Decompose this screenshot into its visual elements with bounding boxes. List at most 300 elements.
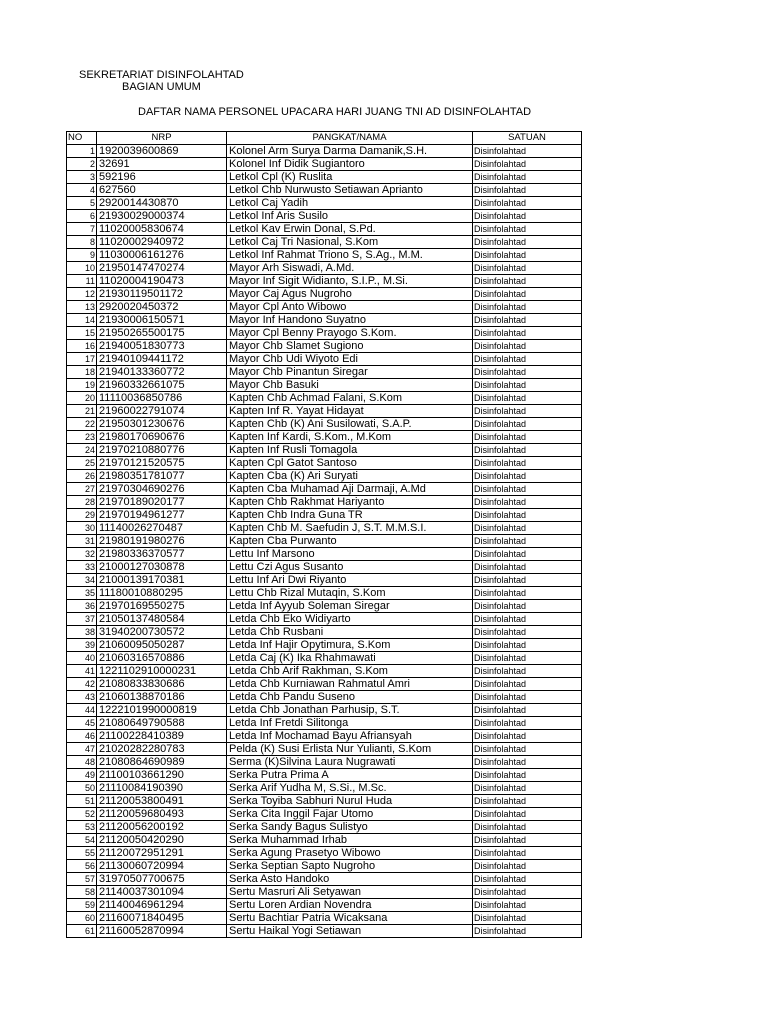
- row-nrp: 592196: [97, 171, 227, 184]
- table-row: [67, 613, 582, 626]
- row-number: 35: [67, 587, 97, 600]
- row-unit: Disinfolahtad: [473, 236, 582, 249]
- row-unit: Disinfolahtad: [473, 444, 582, 457]
- table-row: [67, 184, 582, 197]
- row-nrp: 21120072951291: [97, 847, 227, 860]
- row-nrp: 21140046961294: [97, 899, 227, 912]
- table-row: [67, 314, 582, 327]
- row-rank-name: Lettu Chb Rizal Mutaqin, S.Kom: [227, 587, 473, 600]
- row-number: 18: [67, 366, 97, 379]
- row-unit: Disinfolahtad: [473, 223, 582, 236]
- row-rank-name: Kapten Chb (K) Ani Susilowati, S.A.P.: [227, 418, 473, 431]
- row-rank-name: Serka Cita Inggil Fajar Utomo: [227, 808, 473, 821]
- row-nrp: 21980351781077: [97, 470, 227, 483]
- row-rank-name: Kapten Inf R. Yayat Hidayat: [227, 405, 473, 418]
- row-unit: Disinfolahtad: [473, 509, 582, 522]
- row-nrp: 2920020450372: [97, 301, 227, 314]
- row-rank-name: Letda Caj (K) Ika Rhahmawati: [227, 652, 473, 665]
- row-rank-name: Letda Chb Pandu Suseno: [227, 691, 473, 704]
- header-nrp: NRP: [97, 132, 227, 145]
- row-rank-name: Pelda (K) Susi Erlista Nur Yulianti, S.Kom: [227, 743, 473, 756]
- row-unit: Disinfolahtad: [473, 574, 582, 587]
- row-unit: Disinfolahtad: [473, 743, 582, 756]
- row-rank-name: Letda Inf Hajir Opytimura, S.Kom: [227, 639, 473, 652]
- row-rank-name: Mayor Chb Slamet Sugiono: [227, 340, 473, 353]
- row-nrp: 1221102910000231: [97, 665, 227, 678]
- row-nrp: 21950301230676: [97, 418, 227, 431]
- row-number: 49: [67, 769, 97, 782]
- row-rank-name: Lettu Czi Agus Susanto: [227, 561, 473, 574]
- row-nrp: 11110036850786: [97, 392, 227, 405]
- row-unit: Disinfolahtad: [473, 756, 582, 769]
- table-row: [67, 470, 582, 483]
- row-unit: Disinfolahtad: [473, 795, 582, 808]
- row-number: 12: [67, 288, 97, 301]
- row-nrp: 21130060720994: [97, 860, 227, 873]
- row-rank-name: Serka Toyiba Sabhuri Nurul Huda: [227, 795, 473, 808]
- row-unit: Disinfolahtad: [473, 171, 582, 184]
- row-number: 29: [67, 509, 97, 522]
- document-title: DAFTAR NAMA PERSONEL UPACARA HARI JUANG TNI AD DISINFOLAHTAD: [138, 106, 532, 118]
- row-rank-name: Kapten Cpl Gatot Santoso: [227, 457, 473, 470]
- row-number: 23: [67, 431, 97, 444]
- row-rank-name: Mayor Chb Udi Wiyoto Edi: [227, 353, 473, 366]
- row-unit: Disinfolahtad: [473, 197, 582, 210]
- table-row: [67, 145, 582, 158]
- row-number: 5: [67, 197, 97, 210]
- row-rank-name: Sertu Masruri Ali Setyawan: [227, 886, 473, 899]
- row-unit: Disinfolahtad: [473, 808, 582, 821]
- row-rank-name: Serka Asto Handoko: [227, 873, 473, 886]
- table-row: [67, 509, 582, 522]
- table-row: [67, 899, 582, 912]
- row-unit: Disinfolahtad: [473, 457, 582, 470]
- row-number: 19: [67, 379, 97, 392]
- row-rank-name: Kapten Chb Achmad Falani, S.Kom: [227, 392, 473, 405]
- row-unit: Disinfolahtad: [473, 366, 582, 379]
- row-number: 25: [67, 457, 97, 470]
- row-unit: Disinfolahtad: [473, 392, 582, 405]
- row-nrp: 21100103661290: [97, 769, 227, 782]
- row-unit: Disinfolahtad: [473, 405, 582, 418]
- row-number: 34: [67, 574, 97, 587]
- row-number: 27: [67, 483, 97, 496]
- row-number: 44: [67, 704, 97, 717]
- row-nrp: 1920039600869: [97, 145, 227, 158]
- row-nrp: 21980170690676: [97, 431, 227, 444]
- row-nrp: 1222101990000819: [97, 704, 227, 717]
- row-number: 36: [67, 600, 97, 613]
- row-number: 38: [67, 626, 97, 639]
- table-row: [67, 873, 582, 886]
- row-rank-name: Letkol Caj Tri Nasional, S.Kom: [227, 236, 473, 249]
- row-nrp: 21080833830686: [97, 678, 227, 691]
- row-number: 54: [67, 834, 97, 847]
- row-nrp: 21930029000374: [97, 210, 227, 223]
- row-number: 51: [67, 795, 97, 808]
- row-rank-name: Kapten Chb M. Saefudin J, S.T. M.M.S.I.: [227, 522, 473, 535]
- row-rank-name: Letda Inf Fretdi Silitonga: [227, 717, 473, 730]
- table-row: [67, 522, 582, 535]
- table-row: [67, 379, 582, 392]
- row-unit: Disinfolahtad: [473, 210, 582, 223]
- row-unit: Disinfolahtad: [473, 782, 582, 795]
- table-row: [67, 821, 582, 834]
- row-rank-name: Mayor Cpl Anto Wibowo: [227, 301, 473, 314]
- row-unit: Disinfolahtad: [473, 730, 582, 743]
- row-unit: Disinfolahtad: [473, 548, 582, 561]
- row-number: 26: [67, 470, 97, 483]
- row-unit: Disinfolahtad: [473, 483, 582, 496]
- row-unit: Disinfolahtad: [473, 873, 582, 886]
- row-unit: Disinfolahtad: [473, 600, 582, 613]
- table-row: [67, 405, 582, 418]
- table-row: [67, 223, 582, 236]
- row-rank-name: Letda Chb Kurniawan Rahmatul Amri: [227, 678, 473, 691]
- row-rank-name: Letkol Inf Aris Susilo: [227, 210, 473, 223]
- table-row: [67, 171, 582, 184]
- row-unit: Disinfolahtad: [473, 301, 582, 314]
- row-number: 13: [67, 301, 97, 314]
- row-rank-name: Mayor Inf Sigit Widianto, S.I.P., M.Si.: [227, 275, 473, 288]
- row-nrp: 21970121520575: [97, 457, 227, 470]
- row-rank-name: Letda Inf Ayyub Soleman Siregar: [227, 600, 473, 613]
- row-number: 39: [67, 639, 97, 652]
- table-row: [67, 444, 582, 457]
- row-unit: Disinfolahtad: [473, 418, 582, 431]
- row-number: 2: [67, 158, 97, 171]
- row-nrp: 11030006161276: [97, 249, 227, 262]
- table-row: [67, 249, 582, 262]
- table-row: [67, 795, 582, 808]
- row-number: 33: [67, 561, 97, 574]
- table-row: [67, 678, 582, 691]
- row-unit: Disinfolahtad: [473, 925, 582, 938]
- row-unit: Disinfolahtad: [473, 652, 582, 665]
- row-number: 60: [67, 912, 97, 925]
- row-nrp: 11020002940972: [97, 236, 227, 249]
- row-nrp: 21970304690276: [97, 483, 227, 496]
- row-rank-name: Mayor Inf Handono Suyatno: [227, 314, 473, 327]
- row-unit: Disinfolahtad: [473, 665, 582, 678]
- row-number: 31: [67, 535, 97, 548]
- row-unit: Disinfolahtad: [473, 249, 582, 262]
- row-number: 1: [67, 145, 97, 158]
- row-rank-name: Mayor Chb Basuki: [227, 379, 473, 392]
- row-number: 21: [67, 405, 97, 418]
- row-nrp: 32691: [97, 158, 227, 171]
- row-nrp: 21930006150571: [97, 314, 227, 327]
- table-row: [67, 730, 582, 743]
- row-unit: Disinfolahtad: [473, 912, 582, 925]
- row-unit: Disinfolahtad: [473, 678, 582, 691]
- table-row: [67, 743, 582, 756]
- row-unit: Disinfolahtad: [473, 860, 582, 873]
- table-row: [67, 782, 582, 795]
- row-unit: Disinfolahtad: [473, 158, 582, 171]
- table-row: [67, 600, 582, 613]
- row-unit: Disinfolahtad: [473, 262, 582, 275]
- table-row: [67, 431, 582, 444]
- row-rank-name: Sertu Bachtiar Patria Wicaksana: [227, 912, 473, 925]
- row-number: 48: [67, 756, 97, 769]
- row-nrp: 21160052870994: [97, 925, 227, 938]
- row-unit: Disinfolahtad: [473, 691, 582, 704]
- row-number: 22: [67, 418, 97, 431]
- row-nrp: 21940051830773: [97, 340, 227, 353]
- row-rank-name: Lettu Inf Ari Dwi Riyanto: [227, 574, 473, 587]
- row-nrp: 21050137480584: [97, 613, 227, 626]
- row-number: 50: [67, 782, 97, 795]
- row-number: 61: [67, 925, 97, 938]
- row-number: 14: [67, 314, 97, 327]
- row-nrp: 21060316570886: [97, 652, 227, 665]
- row-unit: Disinfolahtad: [473, 379, 582, 392]
- row-rank-name: Letda Chb Jonathan Parhusip, S.T.: [227, 704, 473, 717]
- row-nrp: 21160071840495: [97, 912, 227, 925]
- row-rank-name: Letkol Kav Erwin Donal, S.Pd.: [227, 223, 473, 236]
- row-rank-name: Serka Sandy Bagus Sulistyo: [227, 821, 473, 834]
- row-rank-name: Letda Chb Arif Rakhman, S.Kom: [227, 665, 473, 678]
- table-row: [67, 197, 582, 210]
- row-rank-name: Serka Muhammad Irhab: [227, 834, 473, 847]
- row-rank-name: Serka Agung Prasetyo Wibowo: [227, 847, 473, 860]
- header-rank-name: PANGKAT/NAMA: [227, 132, 473, 145]
- table-row: [67, 626, 582, 639]
- row-unit: Disinfolahtad: [473, 288, 582, 301]
- row-unit: Disinfolahtad: [473, 886, 582, 899]
- row-number: 41: [67, 665, 97, 678]
- table-row: [67, 691, 582, 704]
- row-rank-name: Kapten Inf Kardi, S.Kom., M.Kom: [227, 431, 473, 444]
- row-unit: Disinfolahtad: [473, 821, 582, 834]
- table-row: [67, 860, 582, 873]
- row-nrp: 21120050420290: [97, 834, 227, 847]
- row-unit: Disinfolahtad: [473, 834, 582, 847]
- table-row: [67, 834, 582, 847]
- row-nrp: 21950147470274: [97, 262, 227, 275]
- row-unit: Disinfolahtad: [473, 613, 582, 626]
- table-row: [67, 574, 582, 587]
- row-rank-name: Kapten Cba Purwanto: [227, 535, 473, 548]
- row-rank-name: Letkol Inf Rahmat Triono S, S.Ag., M.M.: [227, 249, 473, 262]
- row-nrp: 2920014430870: [97, 197, 227, 210]
- row-number: 4: [67, 184, 97, 197]
- row-number: 9: [67, 249, 97, 262]
- row-number: 40: [67, 652, 97, 665]
- row-number: 58: [67, 886, 97, 899]
- row-nrp: 21970189020177: [97, 496, 227, 509]
- row-nrp: 21000127030878: [97, 561, 227, 574]
- table-row: [67, 483, 582, 496]
- row-rank-name: Mayor Cpl Benny Prayogo S.Kom.: [227, 327, 473, 340]
- row-unit: Disinfolahtad: [473, 327, 582, 340]
- row-nrp: 21110084190390: [97, 782, 227, 795]
- row-nrp: 627560: [97, 184, 227, 197]
- table-row: [67, 262, 582, 275]
- row-rank-name: Letkol Cpl (K) Ruslita: [227, 171, 473, 184]
- row-unit: Disinfolahtad: [473, 717, 582, 730]
- row-rank-name: Kapten Cba Muhamad Aji Darmaji, A.Md: [227, 483, 473, 496]
- row-rank-name: Kapten Chb Rakhmat Hariyanto: [227, 496, 473, 509]
- department-name: BAGIAN UMUM: [122, 81, 201, 93]
- row-number: 45: [67, 717, 97, 730]
- row-rank-name: Letda Inf Mochamad Bayu Afriansyah: [227, 730, 473, 743]
- table-row: [67, 288, 582, 301]
- row-nrp: 21140037301094: [97, 886, 227, 899]
- table-row: [67, 535, 582, 548]
- row-nrp: 21020282280783: [97, 743, 227, 756]
- row-number: 10: [67, 262, 97, 275]
- header-no: NO: [67, 132, 97, 145]
- row-unit: Disinfolahtad: [473, 587, 582, 600]
- row-number: 46: [67, 730, 97, 743]
- row-nrp: 21970210880776: [97, 444, 227, 457]
- table-row: [67, 704, 582, 717]
- row-unit: Disinfolahtad: [473, 535, 582, 548]
- row-number: 20: [67, 392, 97, 405]
- table-row: [67, 366, 582, 379]
- row-number: 8: [67, 236, 97, 249]
- row-nrp: 21950265500175: [97, 327, 227, 340]
- row-nrp: 11140026270487: [97, 522, 227, 535]
- table-row: [67, 756, 582, 769]
- table-row: [67, 717, 582, 730]
- row-rank-name: Kapten Cba (K) Ari Suryati: [227, 470, 473, 483]
- row-number: 32: [67, 548, 97, 561]
- row-number: 47: [67, 743, 97, 756]
- table-row: [67, 925, 582, 938]
- row-unit: Disinfolahtad: [473, 769, 582, 782]
- row-number: 59: [67, 899, 97, 912]
- row-unit: Disinfolahtad: [473, 275, 582, 288]
- row-rank-name: Mayor Caj Agus Nugroho: [227, 288, 473, 301]
- row-number: 7: [67, 223, 97, 236]
- row-number: 53: [67, 821, 97, 834]
- table-row: [67, 340, 582, 353]
- organization-name: SEKRETARIAT DISINFOLAHTAD: [79, 69, 244, 81]
- row-nrp: 21100228410389: [97, 730, 227, 743]
- table-row: [67, 639, 582, 652]
- row-rank-name: Letkol Caj Yadih: [227, 197, 473, 210]
- table-row: [67, 561, 582, 574]
- row-rank-name: Serka Septian Sapto Nugroho: [227, 860, 473, 873]
- table-body: [67, 145, 582, 938]
- table-row: [67, 808, 582, 821]
- table-row: [67, 353, 582, 366]
- table-row: [67, 301, 582, 314]
- table-row: [67, 392, 582, 405]
- row-number: 56: [67, 860, 97, 873]
- row-number: 28: [67, 496, 97, 509]
- row-unit: Disinfolahtad: [473, 522, 582, 535]
- row-rank-name: Sertu Loren Ardian Novendra: [227, 899, 473, 912]
- row-unit: Disinfolahtad: [473, 184, 582, 197]
- row-nrp: 21060095050287: [97, 639, 227, 652]
- row-nrp: 31970507700675: [97, 873, 227, 886]
- row-rank-name: Mayor Chb Pinantun Siregar: [227, 366, 473, 379]
- row-rank-name: Kapten Inf Rusli Tomagola: [227, 444, 473, 457]
- row-unit: Disinfolahtad: [473, 496, 582, 509]
- row-rank-name: Kolonel Inf Didik Sugiantoro: [227, 158, 473, 171]
- row-unit: Disinfolahtad: [473, 561, 582, 574]
- row-number: 55: [67, 847, 97, 860]
- table-row: [67, 548, 582, 561]
- row-nrp: 11180010880295: [97, 587, 227, 600]
- row-unit: Disinfolahtad: [473, 340, 582, 353]
- row-unit: Disinfolahtad: [473, 639, 582, 652]
- row-nrp: 21960332661075: [97, 379, 227, 392]
- row-unit: Disinfolahtad: [473, 353, 582, 366]
- row-rank-name: Kapten Chb Indra Guna TR: [227, 509, 473, 522]
- row-unit: Disinfolahtad: [473, 314, 582, 327]
- row-unit: Disinfolahtad: [473, 847, 582, 860]
- row-rank-name: Sertu Haikal Yogi Setiawan: [227, 925, 473, 938]
- row-nrp: 21970194961277: [97, 509, 227, 522]
- table-row: [67, 327, 582, 340]
- row-rank-name: Mayor Arh Siswadi, A.Md.: [227, 262, 473, 275]
- row-number: 24: [67, 444, 97, 457]
- row-nrp: 21000139170381: [97, 574, 227, 587]
- row-nrp: 21080864690989: [97, 756, 227, 769]
- row-nrp: 21940109441172: [97, 353, 227, 366]
- row-nrp: 21970169550275: [97, 600, 227, 613]
- row-nrp: 21940133360772: [97, 366, 227, 379]
- table-row: [67, 496, 582, 509]
- table-row: [67, 847, 582, 860]
- table-row: [67, 418, 582, 431]
- row-number: 43: [67, 691, 97, 704]
- row-nrp: 21960022791074: [97, 405, 227, 418]
- row-nrp: 21980336370577: [97, 548, 227, 561]
- table-row: [67, 457, 582, 470]
- row-nrp: 21080649790588: [97, 717, 227, 730]
- row-number: 17: [67, 353, 97, 366]
- table-row: [67, 587, 582, 600]
- table-row: [67, 652, 582, 665]
- row-rank-name: Letda Chb Rusbani: [227, 626, 473, 639]
- row-rank-name: Letkol Chb Nurwusto Setiawan Aprianto: [227, 184, 473, 197]
- row-unit: Disinfolahtad: [473, 626, 582, 639]
- table-row: [67, 275, 582, 288]
- personnel-table: [66, 131, 582, 938]
- row-number: 11: [67, 275, 97, 288]
- row-nrp: 11020004190473: [97, 275, 227, 288]
- row-number: 57: [67, 873, 97, 886]
- header-unit: SATUAN: [473, 132, 582, 145]
- table-row: [67, 665, 582, 678]
- row-number: 15: [67, 327, 97, 340]
- table-row: [67, 912, 582, 925]
- row-number: 37: [67, 613, 97, 626]
- row-rank-name: Serka Putra Prima A: [227, 769, 473, 782]
- row-nrp: 21120056200192: [97, 821, 227, 834]
- table-header-row: [67, 132, 582, 145]
- row-number: 3: [67, 171, 97, 184]
- table-row: [67, 158, 582, 171]
- row-number: 52: [67, 808, 97, 821]
- row-rank-name: Serka Arif Yudha M, S.Si., M.Sc.: [227, 782, 473, 795]
- table-row: [67, 236, 582, 249]
- row-rank-name: Lettu Inf Marsono: [227, 548, 473, 561]
- row-nrp: 21930119501172: [97, 288, 227, 301]
- row-nrp: 21980191980276: [97, 535, 227, 548]
- row-number: 16: [67, 340, 97, 353]
- table-row: [67, 769, 582, 782]
- row-nrp: 31940200730572: [97, 626, 227, 639]
- row-nrp: 21060138870186: [97, 691, 227, 704]
- row-number: 42: [67, 678, 97, 691]
